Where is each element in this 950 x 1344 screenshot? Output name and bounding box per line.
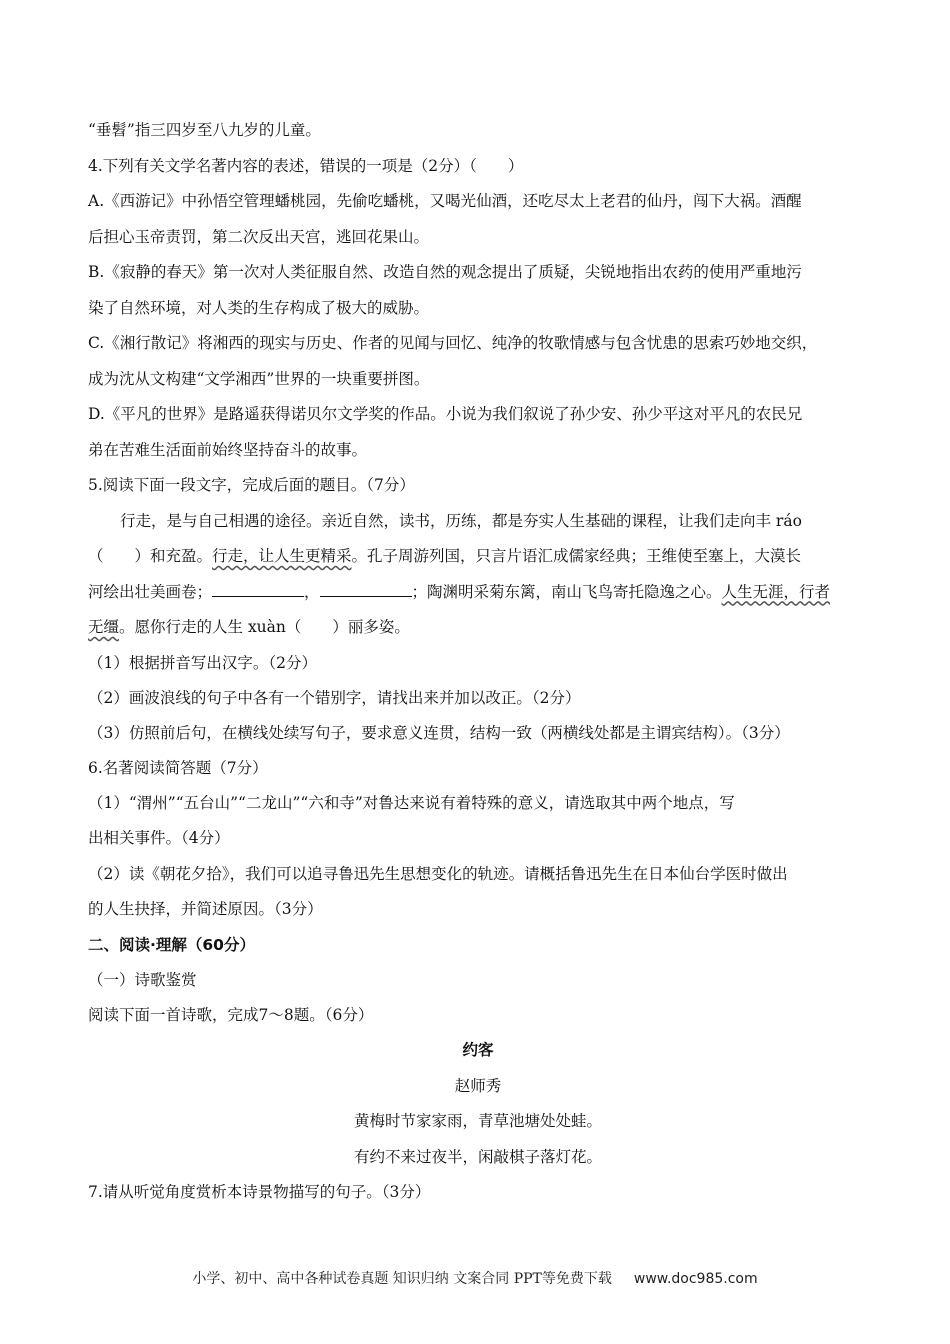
fill-blank-1[interactable] bbox=[212, 580, 304, 597]
option-d-line1: D.《平凡的世界》是路遥获得诺贝尔文学奖的作品。小说为我们叙说了孙少安、孙少平这对平凡的农民兄 bbox=[88, 405, 803, 423]
q5-sub2: （2）画波浪线的句子中各有一个错别字，请找出来并加以改正。（2分） bbox=[88, 688, 581, 707]
passage-text: （ ）和充盈。 bbox=[88, 547, 213, 565]
section-2-heading: 二、阅读·理解（60分） bbox=[88, 935, 255, 954]
q6-sub2-line2: 的人生抉择，并简述原因。（3分） bbox=[88, 900, 323, 918]
q6-sub1-line2: 出相关事件。（4分） bbox=[88, 829, 230, 847]
poem-intro: 阅读下面一首诗歌，完成7～8题。（6分） bbox=[88, 1005, 374, 1024]
passage-line3 bbox=[88, 578, 868, 614]
q5-sub1: （1）根据拼音写出汉字。（2分） bbox=[88, 653, 317, 672]
passage-text: ， bbox=[304, 582, 320, 601]
q5-sub3: （3）仿照前后句，在横线处续写句子，要求意义连贯，结构一致（两横线处都是主谓宾结构）。（3分） bbox=[88, 723, 790, 742]
passage-line2 bbox=[88, 542, 868, 578]
question-4: 4.下列有关文学名著内容的表述，错误的一项是（2分）（ ） bbox=[88, 156, 524, 175]
passage-line1: 行走，是与自己相遇的途径。亲近自然，读书，历练，都是夯实人生基础的课程，让我们走向丰 ráo bbox=[120, 511, 802, 530]
poem-title: 约客 bbox=[462, 1041, 494, 1059]
option-d-line2: 弟在苦难生活面前始终坚持奋斗的故事。 bbox=[88, 440, 368, 459]
wavy-sentence-2-end: 无缰 bbox=[88, 618, 120, 636]
q6-sub2-line1: （2）读《朝花夕拾》，我们可以追寻鲁迅先生思想变化的轨迹。请概括鲁迅先生在日本仙台学医时做出 bbox=[88, 864, 788, 883]
q6-sub1-line1: （1）“渭州”“五台山”“二龙山”“六和寺”对鲁达来说有着特殊的意义，请选取其中两个地点，写 bbox=[88, 793, 735, 812]
footer-site-link[interactable]: www.doc985.com bbox=[633, 1271, 758, 1287]
wavy-sentence-1: 行走，让人生更精采 bbox=[212, 547, 352, 565]
subsection-heading: （一）诗歌鉴赏 bbox=[88, 970, 197, 989]
page-footer bbox=[0, 1268, 950, 1288]
option-c-line2: 成为沈从文构建“文学湘西”世界的一块重要拼图。 bbox=[88, 369, 430, 388]
poem-line-2: 有约不来过夜半，闲敲棋子落灯花。 bbox=[353, 1147, 602, 1166]
footer-text: 小学、初中、高中各种试卷真题 知识归纳 文案合同 PPT等免费下载 bbox=[192, 1271, 612, 1287]
passage-text: 河绘出壮美画卷； bbox=[88, 582, 213, 601]
option-a-line2: 后担心玉帝责罚，第二次反出天宫，逃回花果山。 bbox=[88, 227, 430, 246]
question-6: 6.名著阅读简答题（7分） bbox=[88, 758, 268, 777]
text-line: “垂髫”指三四岁至八九岁的儿童。 bbox=[88, 121, 321, 139]
wavy-sentence-2: 人生无涯，行者 bbox=[721, 582, 831, 601]
option-b-line2: 染了自然环境，对人类的生存构成了极大的威胁。 bbox=[88, 298, 430, 317]
option-c-line1: C.《湘行散记》将湘西的现实与历史、作者的见闻与回忆、纯净的牧歌情感与包含忧患的思索巧妙地交织， bbox=[88, 334, 818, 352]
passage-text: 。愿你行走的人生 xuàn（ ）丽多姿。 bbox=[119, 618, 410, 636]
question-7: 7.请从听觉角度赏析本诗景物描写的句子。（3分） bbox=[88, 1183, 431, 1201]
option-b-line1: B.《寂静的春天》第一次对人类征服自然、改造自然的观念提出了质疑，尖锐地指出农药的使用严重地污 bbox=[88, 263, 802, 281]
passage-text: ；陶渊明采菊东篱，南山飞鸟寄托隐逸之心。 bbox=[411, 582, 722, 601]
question-5: 5.阅读下面一段文字，完成后面的题目。（7分） bbox=[88, 476, 415, 494]
poem-line-1: 黄梅时节家家雨，青草池塘处处蛙。 bbox=[353, 1112, 602, 1130]
poem-author: 赵师秀 bbox=[454, 1076, 502, 1095]
passage-text: 。孔子周游列国，只言片语汇成儒家经典；王维使至塞上，大漠长 bbox=[351, 547, 802, 565]
document-page bbox=[88, 116, 868, 1214]
passage-line4 bbox=[88, 613, 868, 649]
option-a-line1: A.《西游记》中孙悟空管理蟠桃园，先偷吃蟠桃，又喝光仙酒，还吃尽太上老君的仙丹，闯下大祸。酒醒 bbox=[88, 192, 802, 210]
fill-blank-2[interactable] bbox=[320, 580, 412, 597]
